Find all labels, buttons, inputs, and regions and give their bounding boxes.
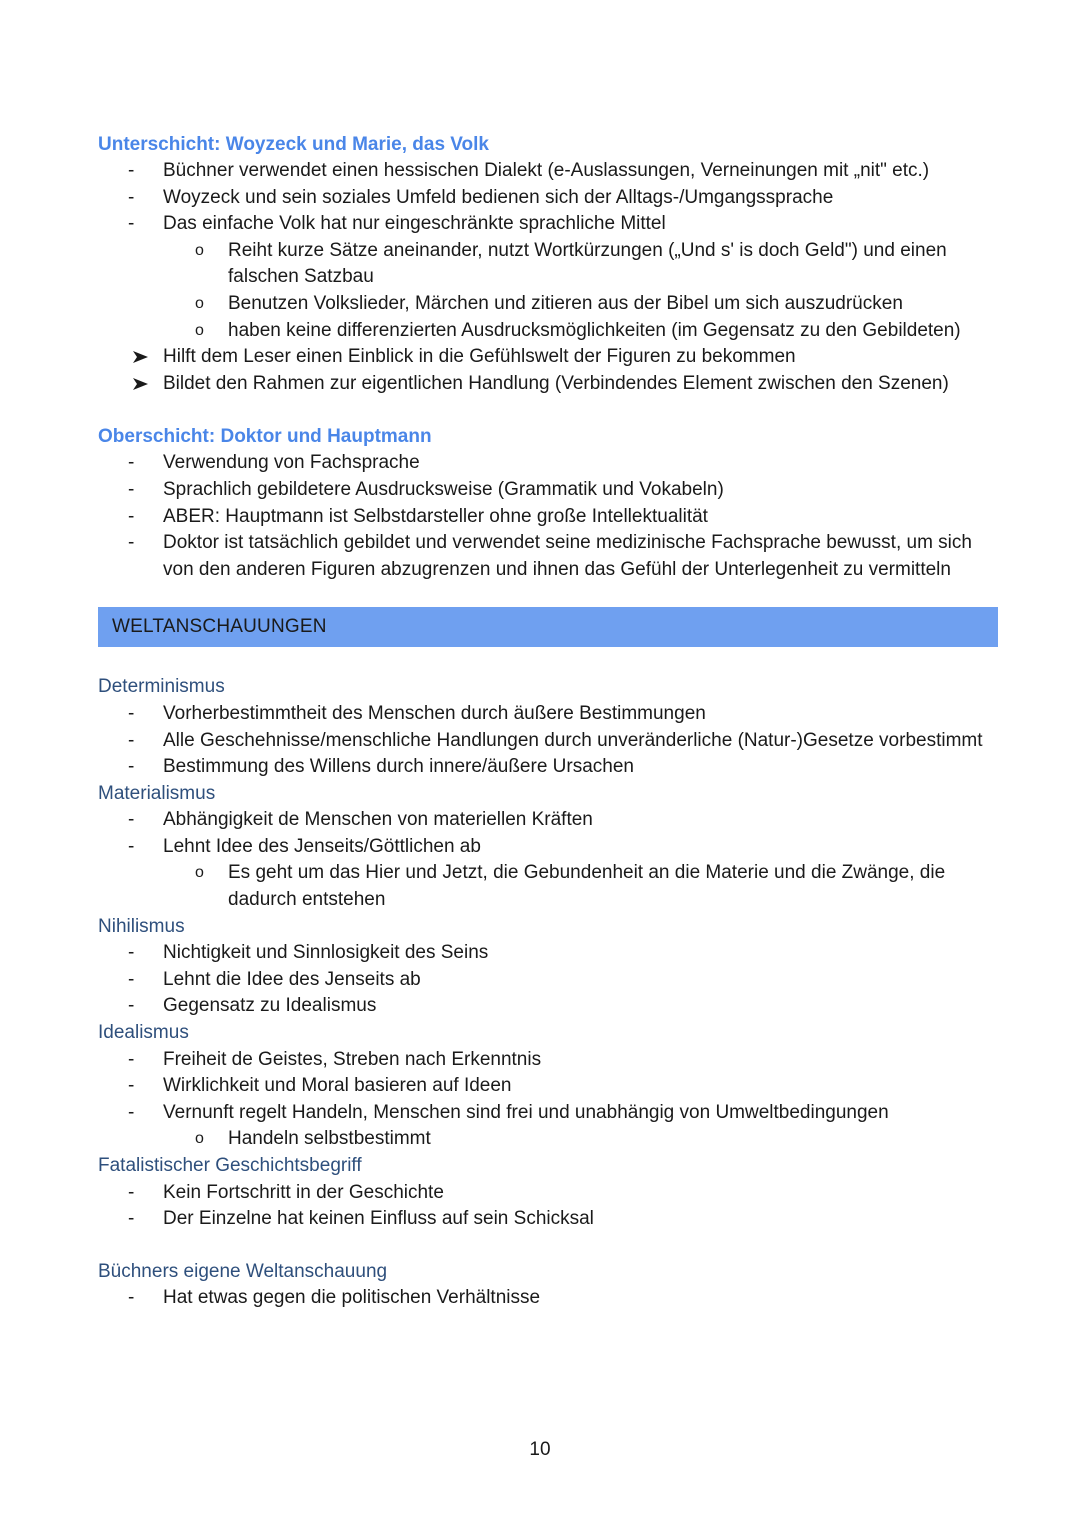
sub-list-item: o Es geht um das Hier und Jetzt, die Gebundenheit an die Materie und die Zwänge, die dadurch entstehen (195, 862, 946, 911)
list-item: - Alle Geschehnisse/menschliche Handlungen durch unveränderliche (Natur-)Gesetze vorbestimmt (98, 728, 998, 755)
dash-marker: - (128, 1101, 135, 1123)
dash-marker: - (128, 186, 135, 208)
list-item: - Büchner verwendet einen hessischen Dialekt (e-Auslassungen, Verneinungen mit „nit" etc.) (98, 158, 998, 185)
sub-list-item: o haben keine differenzierten Ausdrucksmöglichkeiten (im Gegensatz zu den Gebildeten) (98, 318, 998, 345)
list-item: - Wirklichkeit und Moral basieren auf Ideen (98, 1073, 998, 1100)
dash-marker: - (128, 452, 135, 474)
dash-marker: - (128, 995, 135, 1017)
heading-unterschicht: Unterschicht: Woyzeck und Marie, das Volk (98, 134, 490, 155)
heading-oberschicht: Oberschicht: Doktor und Hauptmann (98, 426, 432, 448)
sub-list-item: o Handeln selbstbestimmt (98, 1126, 998, 1153)
dash-marker: - (128, 505, 135, 527)
dash-marker: - (128, 1075, 135, 1097)
dash-marker: - (128, 213, 135, 235)
dash-marker: - (128, 1208, 135, 1230)
dash-marker: - (128, 809, 135, 831)
list-nihilismus (98, 940, 998, 1020)
circle-marker: o (195, 321, 204, 339)
circle-marker: o (195, 294, 204, 312)
list-item: - Vorherbestimmtheit des Menschen durch äußere Bestimmungen (98, 701, 998, 728)
arrow-list-item: Hilft dem Leser einen Einblick in die Gefühlswelt der Figuren zu bekommen (98, 344, 998, 371)
list-item: - Sprachlich gebildetere Ausdrucksweise (Grammatik und Vokabeln) (98, 477, 998, 504)
dash-marker: - (128, 1048, 135, 1070)
dash-marker: - (128, 1181, 135, 1203)
list-buechner (98, 1285, 998, 1312)
dash-marker: - (128, 835, 135, 857)
circle-marker: o (195, 1130, 204, 1148)
list-determinismus (98, 701, 998, 781)
list-item: - Verwendung von Fachsprache (98, 450, 998, 477)
dash-marker: - (128, 478, 135, 500)
page-number: 10 (529, 1439, 551, 1460)
list-item: - Das einfache Volk hat nur eingeschränkte sprachliche Mittel (98, 211, 998, 238)
heading-fatalistisch: Fatalistischer Geschichtsbegriff (98, 1155, 362, 1176)
heading-buechner: Büchners eigene Weltanschauung (98, 1260, 388, 1282)
dash-marker: - (128, 729, 135, 751)
list-item: - ABER: Hauptmann ist Selbstdarsteller ohne große Intellektualität (98, 504, 998, 531)
list-fatalistisch (98, 1180, 998, 1233)
heading-nihilismus: Nihilismus (98, 915, 185, 937)
dash-marker: - (128, 1287, 135, 1309)
dash-marker: - (128, 702, 135, 724)
heading-idealismus: Idealismus (98, 1022, 189, 1044)
list-item: - Bestimmung des Willens durch innere/äußere Ursachen (98, 754, 998, 781)
document-page (98, 131, 998, 1312)
list-idealismus (98, 1047, 998, 1153)
list-item: - Freiheit de Geistes, Streben nach Erkenntnis (98, 1047, 998, 1074)
list-item: - Nichtigkeit und Sinnlosigkeit des Seins (98, 940, 998, 967)
list-item: - Doktor ist tatsächlich gebildet und verwendet seine medizinische Fachsprache bewusst, um sich von den anderen Figuren abzugrenzen und ihnen das Gefühl der Unterlegenheit zu vermitteln (128, 532, 972, 580)
list-item: - Lehnt die Idee des Jenseits ab (98, 967, 998, 994)
list-item: - Abhängigkeit de Menschen von materiellen Kräften (98, 807, 998, 834)
list-item: - Kein Fortschritt in der Geschichte (98, 1180, 998, 1207)
dash-marker: - (128, 968, 135, 990)
circle-marker: o (195, 864, 204, 882)
dash-marker: - (128, 756, 135, 778)
section-banner (98, 607, 998, 647)
list-unterschicht (98, 158, 998, 397)
list-materialismus (98, 807, 998, 913)
list-item: - Woyzeck und sein soziales Umfeld bedienen sich der Alltags-/Umgangssprache (98, 185, 998, 212)
sub-list-item: o Benutzen Volkslieder, Märchen und zitieren aus der Bibel um sich auszudrücken (98, 291, 998, 318)
list-item: - Gegensatz zu Idealismus (98, 993, 998, 1020)
sub-list-item: o Reiht kurze Sätze aneinander, nutzt Wortkürzungen („Und s' is doch Geld") und einen falschen Satzbau (195, 239, 947, 288)
dash-marker: - (128, 160, 135, 181)
banner-title: WELTANSCHAUUNGEN (112, 616, 327, 638)
list-item: - Vernunft regelt Handeln, Menschen sind frei und unabhängig von Umweltbedingungen (98, 1100, 998, 1127)
circle-marker: o (195, 241, 204, 259)
dash-marker: - (128, 532, 135, 554)
heading-determinismus: Determinismus (98, 676, 225, 698)
list-item: - Der Einzelne hat keinen Einfluss auf sein Schicksal (98, 1206, 998, 1233)
arrowhead-icon (132, 344, 150, 370)
list-oberschicht (98, 450, 998, 583)
dash-marker: - (128, 942, 135, 964)
list-item: - Lehnt Idee des Jenseits/Göttlichen ab (98, 834, 998, 861)
list-item: - Hat etwas gegen die politischen Verhältnisse (98, 1285, 998, 1312)
heading-materialismus: Materialismus (98, 782, 216, 804)
arrowhead-icon (132, 371, 150, 397)
arrow-list-item: Bildet den Rahmen zur eigentlichen Handlung (Verbindendes Element zwischen den Szenen) (98, 371, 998, 398)
